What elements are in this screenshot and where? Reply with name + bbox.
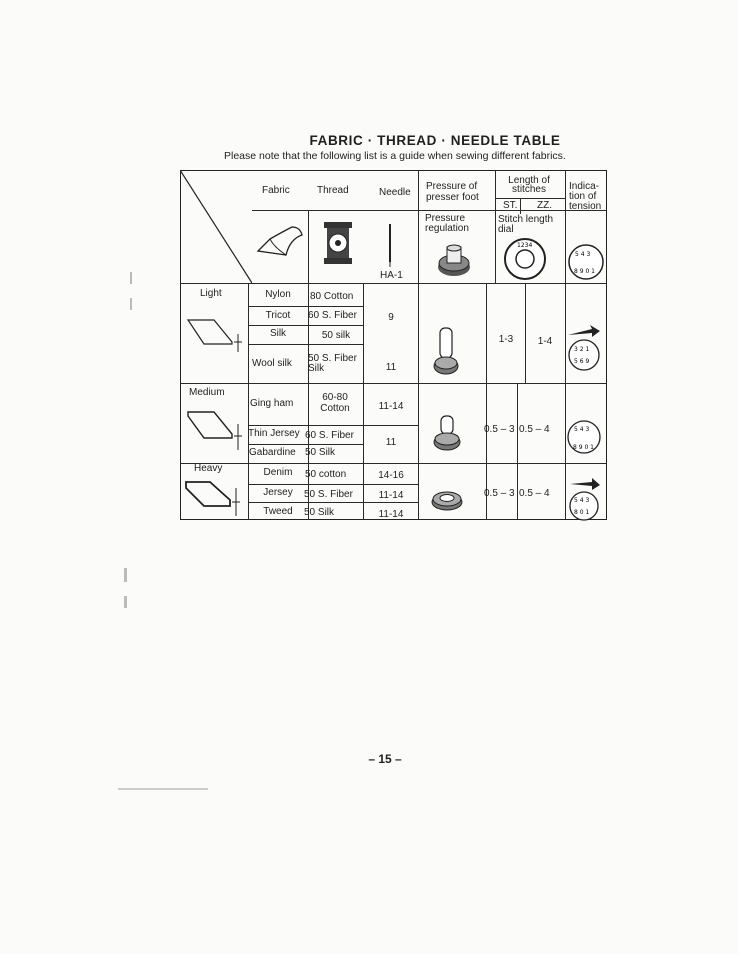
light-tension-dial-icon [562,323,606,373]
header-length-of-stitches: Length of stitches [508,175,550,195]
medium-presser-knob-icon [432,414,462,454]
medium-thread-2: 60 S. Fiber [305,430,354,441]
header-pressure: Pressure of presser foot [426,181,479,203]
heavy-thread-2: 50 S. Fiber [304,489,353,500]
medium-fabric-2: Thin Jersey [248,428,300,439]
needle-icon [380,222,400,268]
header-zz: ZZ. [537,200,552,211]
svg-text:8 9 0 1: 8 9 0 1 [574,268,595,275]
fabric-swatch-icon [256,225,304,259]
medium-fabric-1: Ging ham [250,398,294,409]
thread-spool-icon [321,220,355,266]
medium-tension-dial-icon [564,417,604,457]
light-fabric-icon [186,316,244,356]
page-subtitle: Please note that the following list is a guide when sewing different fabrics. [224,150,566,162]
medium-needle-1: 11-14 [378,401,404,412]
header-pressure-regulation: Pressure regulation [425,213,469,234]
tall-presser-knob-icon [432,326,460,380]
medium-fabric-3: Gabardine [249,447,296,458]
svg-text:5 4 3: 5 4 3 [574,497,590,504]
heavy-presser-knob-icon [430,488,464,512]
svg-text:5 6 9: 5 6 9 [574,358,590,365]
svg-text:5 4 3: 5 4 3 [575,251,591,258]
heavy-thread-1: 50 cotton [305,469,347,480]
header-fabric: Fabric [262,185,290,196]
heavy-st: 0.5 – 3 [484,488,515,499]
light-thread-4: 50 S. Fiber Silk [308,353,357,374]
header-st: ST. [503,200,518,211]
header-thread: Thread [317,185,349,196]
light-zz: 1-4 [537,336,553,347]
heavy-tension-dial-icon [562,476,606,524]
svg-text:8 0 1: 8 0 1 [574,509,590,516]
category-heavy: Heavy [194,463,223,474]
light-st: 1-3 [498,334,514,345]
heavy-needle-2: 11-14 [378,490,404,501]
medium-st: 0.5 – 3 [484,424,515,435]
light-needle-a: 9 [388,312,394,323]
heavy-fabric-2: Jersey [263,487,293,498]
medium-zz: 0.5 – 4 [519,424,550,435]
stitch-length-dial-icon [500,237,552,281]
needle-type-label: HA-1 [380,270,403,281]
svg-text:8 9 0 1: 8 9 0 1 [573,444,594,451]
medium-thread-3: 50 Silk [305,447,336,458]
header-tension: Indica-tion of tension [569,181,602,212]
light-fabric-3: Silk [269,328,287,339]
category-light: Light [200,288,222,299]
light-fabric-2: Tricot [265,310,291,321]
svg-text:5 4 3: 5 4 3 [574,426,590,433]
heavy-fabric-icon [184,478,244,520]
svg-text:3 2 1: 3 2 1 [574,346,590,353]
scan-mark [130,298,132,310]
page-number: – 15 – [368,752,402,766]
light-thread-2: 60 S. Fiber [308,310,357,321]
scan-mark [130,272,132,284]
header-stitch-length-dial: Stitch length dial [498,214,554,235]
page-title: FABRIC · THREAD · NEEDLE TABLE [309,133,561,148]
light-fabric-1: Nylon [265,289,291,300]
heavy-needle-1: 14-16 [378,470,404,481]
light-needle-b: 11 [385,362,397,373]
corner-diagonal [180,170,252,284]
heavy-thread-3: 50 Silk [304,507,335,518]
scan-mark [118,788,208,790]
scan-mark [124,596,127,608]
svg-text:1234: 1234 [517,242,533,249]
tension-dial-icon [566,242,606,282]
heavy-needle-3: 11-14 [378,509,404,520]
scan-mark [124,568,127,582]
pressure-knob-icon [436,243,472,279]
light-thread-1: 80 Cotton [310,291,354,302]
medium-fabric-icon [186,408,244,452]
category-medium: Medium [189,387,225,398]
medium-thread-1: 60-80 Cotton [320,392,350,414]
light-fabric-4: Wool silk [252,358,292,369]
header-needle: Needle [379,187,411,198]
medium-needle-shared: 11 [385,437,397,448]
light-thread-3: 50 silk [321,330,351,341]
heavy-fabric-3: Tweed [263,506,293,517]
heavy-zz: 0.5 – 4 [519,488,550,499]
heavy-fabric-1: Denim [263,467,293,478]
